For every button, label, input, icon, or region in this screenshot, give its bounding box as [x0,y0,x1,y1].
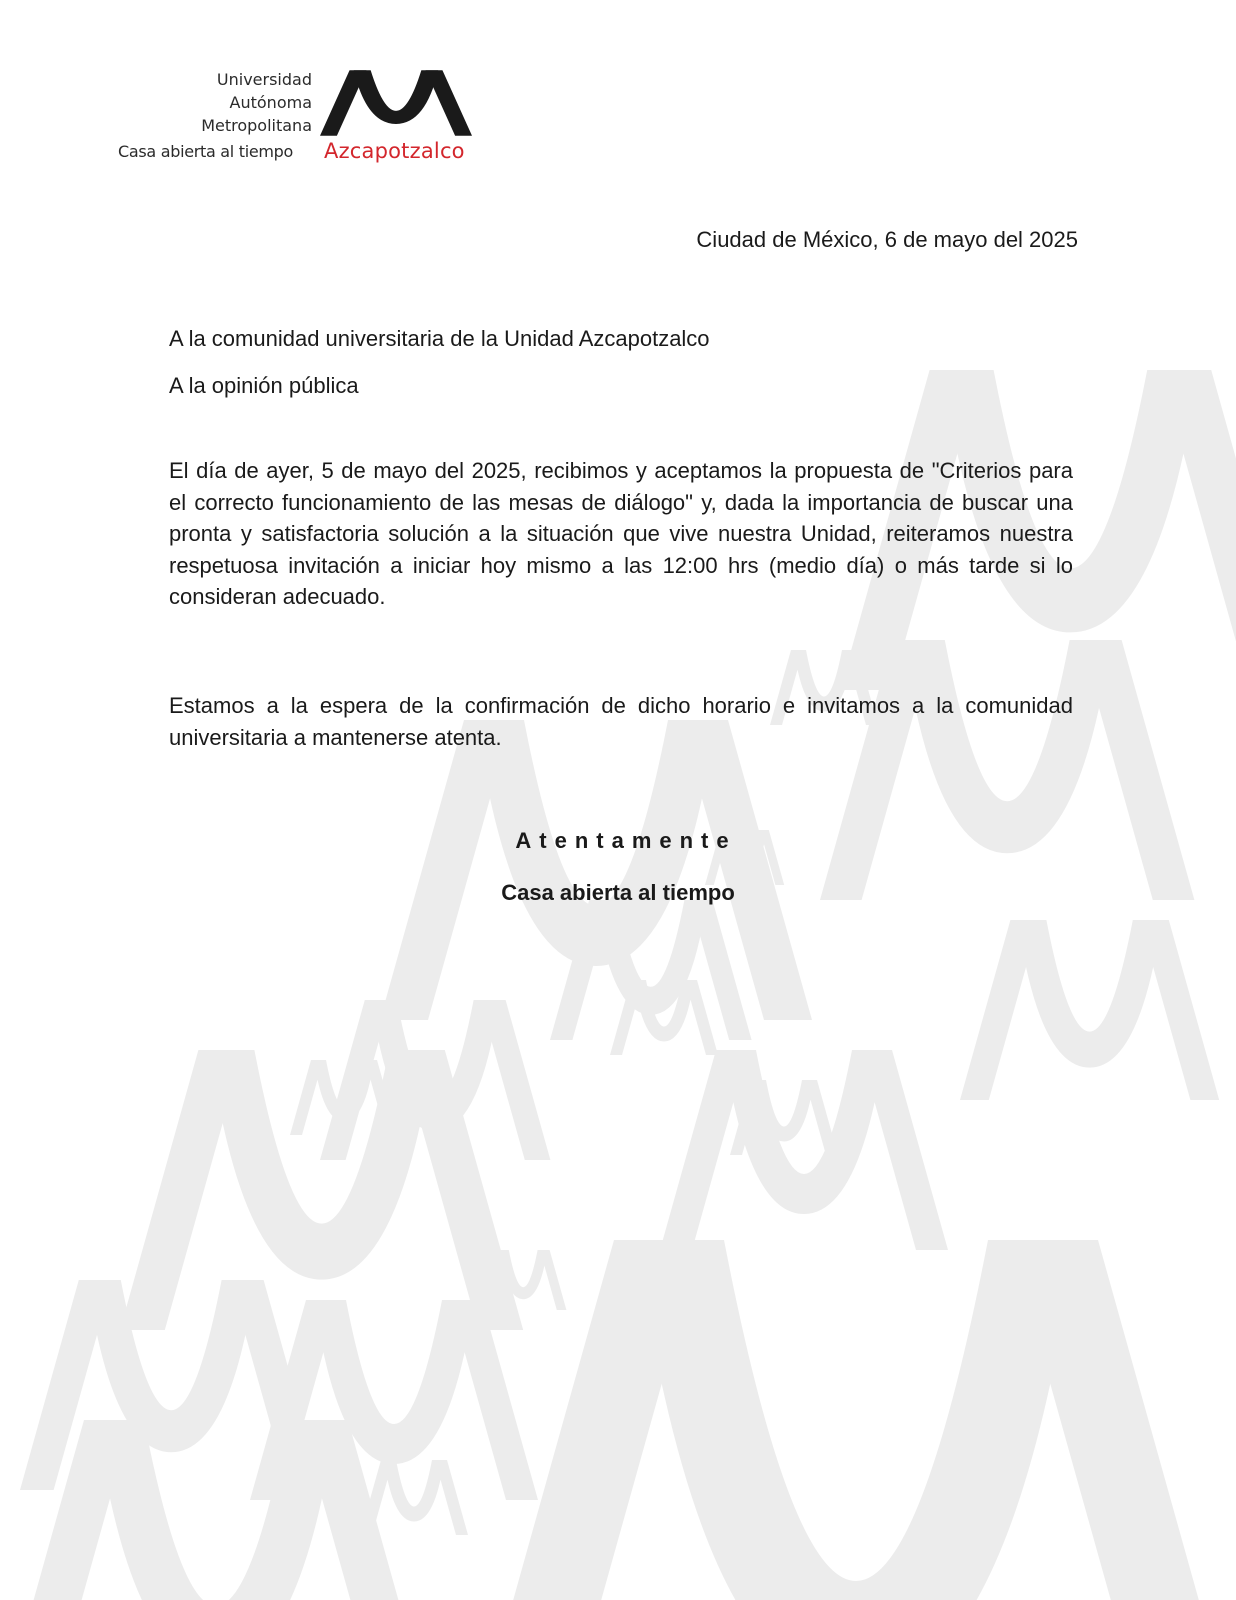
closing-salutation: Atentamente [515,828,737,853]
institution-line-2: Autónoma [229,93,312,112]
body-paragraph-2: Estamos a la espera de la confirmación de dicho horario e invitamos a la comunidad universitaria a mantenerse atenta. [169,693,1073,750]
logo-unit-name: Azcapotzalco [324,139,465,163]
institution-name [201,68,312,137]
recipient-line-1: A la comunidad universitaria de la Unidad Azcapotzalco [169,326,710,351]
closing-slogan: Casa abierta al tiempo [501,880,735,905]
institution-line-3: Metropolitana [201,116,312,135]
logo-slogan: Casa abierta al tiempo [118,142,294,161]
body-paragraph-1: El día de ayer, 5 de mayo del 2025, recibimos y aceptamos la propuesta de "Criterios para el correcto funcionamiento de las mesas de diálogo" y, dada la importancia de buscar una pronta y satisfactoria solución a la situación que vive nuestra Unidad, reiteramos nuestra respetuosa invitación a iniciar hoy mismo a las 12:00 hrs (medio día) o más tarde si lo consideran adecuado. [169,458,1073,609]
recipient-line-2: A la opinión pública [169,373,359,398]
uam-logo-icon [320,70,472,136]
institution-line-1: Universidad [216,70,312,89]
letter-date: Ciudad de México, 6 de mayo del 2025 [696,227,1078,252]
